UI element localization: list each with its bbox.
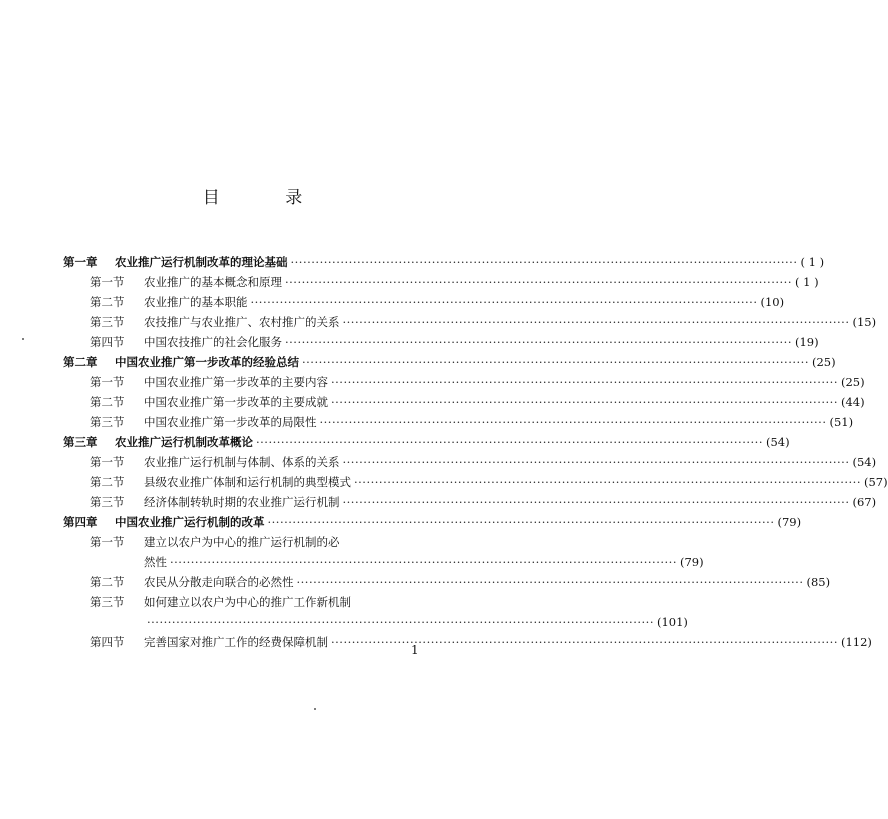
toc-section-row <box>90 592 437 612</box>
toc-leader-dots <box>343 495 850 509</box>
toc-leader-dots <box>331 375 838 389</box>
toc-leader-dots <box>331 635 838 649</box>
toc-title: 中国农业推广第一步改革的主要内容 <box>144 375 328 389</box>
toc-title: 中国农业推广第一步改革的主要成就 <box>144 395 328 409</box>
toc-number: 第四章 <box>63 515 98 529</box>
toc-number: 第一节 <box>90 535 125 549</box>
toc-page: (79) <box>679 555 704 569</box>
toc-section-row <box>90 532 437 552</box>
toc-leader-dots <box>147 615 654 629</box>
toc-number: 第二节 <box>90 295 125 309</box>
toc-title: 农民从分散走向联合的必然性 <box>144 575 294 589</box>
toc-title: 农业推广运行机制与体制、体系的关系 <box>144 455 340 469</box>
toc-number: 第二节 <box>90 575 125 589</box>
toc-title: 农业推广运行机制改革概论 <box>115 435 253 449</box>
toc-title: 农技推广与农业推广、农村推广的关系 <box>144 315 340 329</box>
toc-leader-dots <box>285 275 792 289</box>
toc-title: 经济体制转轨时期的农业推广运行机制 <box>144 495 340 509</box>
toc-page: (101) <box>656 615 688 629</box>
toc-title: 农业推广运行机制改革的理论基础 <box>115 255 288 269</box>
toc-leader-dots <box>268 515 775 529</box>
toc-number: 第一章 <box>63 255 98 269</box>
toc-page: (10) <box>760 295 785 309</box>
toc-section-row <box>90 332 819 352</box>
toc-number: 第二节 <box>90 395 125 409</box>
toc-leader-dots <box>343 455 850 469</box>
toc-title: 中国农业推广运行机制的改革 <box>115 515 265 529</box>
toc-title: 农业推广的基本概念和原理 <box>144 275 282 289</box>
toc-page: (54) <box>852 455 877 469</box>
toc-number: 第四节 <box>90 635 125 649</box>
toc-page: (54) <box>765 435 790 449</box>
toc-section-row <box>90 492 877 512</box>
toc-page: (67) <box>852 495 877 509</box>
toc-section-row <box>144 612 688 632</box>
toc-title: 建立以农户为中心的推广运行机制的必 <box>144 535 340 549</box>
toc-title: 县级农业推广体制和运行机制的典型模式 <box>144 475 351 489</box>
toc-section-row <box>90 572 831 592</box>
toc-title: 完善国家对推广工作的经费保障机制 <box>144 635 328 649</box>
toc-leader-dots <box>285 335 792 349</box>
toc-chapter-row <box>63 512 802 532</box>
toc-leader-dots <box>291 255 798 269</box>
toc-number: 第二节 <box>90 475 125 489</box>
toc-page: (51) <box>829 415 854 429</box>
toc-leader-dots <box>354 475 861 489</box>
toc-section-row <box>90 292 785 312</box>
scan-speck <box>22 338 24 340</box>
toc-title: 然性 <box>144 555 167 569</box>
toc-title: 中国农业推广第一步改革的局限性 <box>144 415 317 429</box>
scan-speck <box>314 708 316 710</box>
toc-page: (57) <box>863 475 888 489</box>
toc-leader-dots <box>343 315 850 329</box>
toc-leader-dots <box>297 575 804 589</box>
toc-section-row <box>144 552 704 572</box>
toc-leader-dots <box>320 415 827 429</box>
toc-number: 第一节 <box>90 455 125 469</box>
toc-page: (44) <box>840 395 865 409</box>
toc-number: 第三节 <box>90 415 125 429</box>
toc-leader-dots <box>302 355 809 369</box>
toc-page: ( 1 ) <box>800 255 825 269</box>
toc-section-row <box>90 472 888 492</box>
toc-leader-dots <box>331 395 838 409</box>
toc-section-row <box>90 452 877 472</box>
toc-number: 第一节 <box>90 375 125 389</box>
toc-chapter-row <box>63 432 790 452</box>
toc-leader-dots <box>170 555 677 569</box>
toc-section-row <box>90 372 865 392</box>
toc-page: (25) <box>811 355 836 369</box>
toc-section-row <box>90 632 872 652</box>
toc-number: 第四节 <box>90 335 125 349</box>
toc-title: 如何建立以农户为中心的推广工作新机制 <box>144 595 351 609</box>
toc-number: 第三节 <box>90 315 125 329</box>
toc-section-row <box>90 312 877 332</box>
toc-chapter-row <box>63 252 825 272</box>
toc-section-row <box>90 412 854 432</box>
toc-page: (85) <box>806 575 831 589</box>
toc-page: (15) <box>852 315 877 329</box>
page-title: 目 录 <box>202 188 333 208</box>
toc-page: ( 1 ) <box>794 275 819 289</box>
toc-number: 第三节 <box>90 595 125 609</box>
toc-title: 农业推广的基本职能 <box>144 295 248 309</box>
toc-number: 第二章 <box>63 355 98 369</box>
toc-section-row <box>90 392 865 412</box>
toc-chapter-row <box>63 352 836 372</box>
toc-page: (25) <box>840 375 865 389</box>
toc-section-row <box>90 272 819 292</box>
toc-number: 第三章 <box>63 435 98 449</box>
toc-leader-dots <box>256 435 763 449</box>
toc-page: (19) <box>794 335 819 349</box>
toc-page: (79) <box>777 515 802 529</box>
toc-leader-dots <box>251 295 758 309</box>
toc-number: 第一节 <box>90 275 125 289</box>
toc-page: (112) <box>840 635 872 649</box>
toc-title: 中国农技推广的社会化服务 <box>144 335 282 349</box>
toc-number: 第三节 <box>90 495 125 509</box>
page-number: 1 <box>411 643 419 657</box>
toc-title: 中国农业推广第一步改革的经验总结 <box>115 355 299 369</box>
